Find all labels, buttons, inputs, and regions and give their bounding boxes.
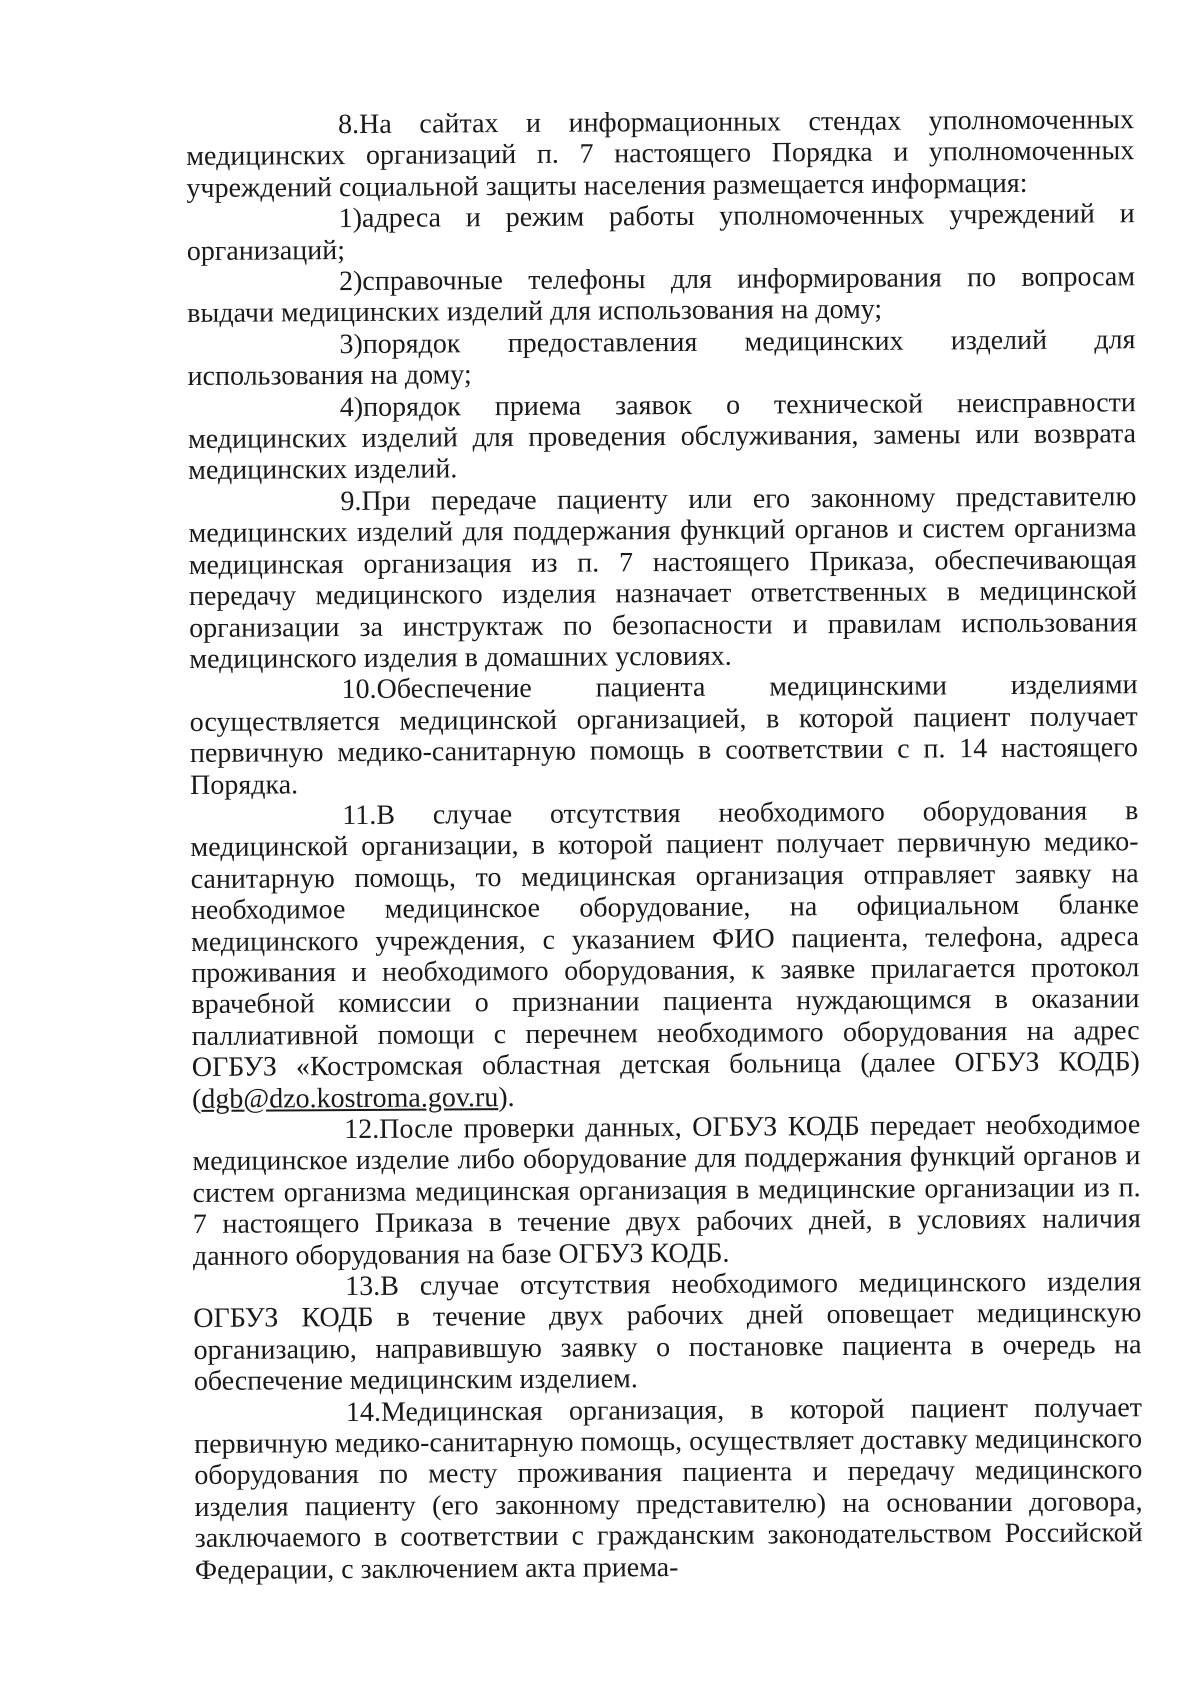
paragraph-text: В случае отсутствия необходимого медицинского изделия ОГБУЗ КОДБ в течение двух рабочих дней оповещает медицинскую организацию, направившую заявку о постановке пациента в очередь на обеспечение медицинским изделием. — [193, 1266, 1142, 1398]
paragraph-number: 9. — [340, 485, 362, 517]
paragraph-9 — [188, 481, 1137, 675]
paragraph-text-end: ). — [498, 1081, 515, 1113]
list-item-3 — [187, 324, 1135, 393]
list-item-number: 3) — [339, 328, 363, 360]
paragraph-text: После проверки данных, ОГБУЗ КОДБ передает необходимое медицинское изделие либо оборудование для поддержания функций органов и систем организма медицинская организация в медицинские организации из п. 7 настоящего Приказа в течение двух рабочих дней, в условиях наличия данного оборудования на базе ОГБУЗ КОДБ. — [192, 1109, 1141, 1272]
paragraph-text: Обеспечение пациента медицинскими изделиями осуществляется медицинской организацией, в которой пациент получает первичную медико-санитарную помощь в соответствии с п. 14 настоящего Порядка. — [189, 669, 1139, 801]
paragraph-14 — [194, 1392, 1143, 1586]
list-item-number: 4) — [339, 391, 364, 423]
document-body — [186, 104, 1143, 1586]
list-item-number: 1) — [338, 203, 363, 235]
paragraph-text: На сайтах и информационных стендах уполномоченных медицинских организаций п. 7 настоящего Порядка и уполномоченных учреждений социальной защиты населения размещается информация: — [186, 104, 1135, 204]
paragraph-number: 14. — [345, 1396, 382, 1428]
paragraph-number: 10. — [341, 674, 377, 706]
list-item-1 — [187, 198, 1135, 267]
paragraph-number: 8. — [337, 108, 360, 141]
list-item-4 — [188, 387, 1137, 487]
paragraph-number: 11. — [342, 799, 377, 831]
paragraph-text: Медицинская организация, в которой пациент получает первичную медико-санитарную помощь, осуществляет доставку медицинского оборудования по месту проживания пациента и передачу медицинского изделия пациенту (его законному представителю) на основании договора, заключаемого в соответствии с гражданским законодательством Российской Федерации, с заключением акта приема- — [194, 1391, 1143, 1586]
list-item-text: порядок предоставления медицинских изделий для использования на дому; — [187, 324, 1136, 393]
list-item-2 — [187, 261, 1135, 330]
paragraph-number: 12. — [344, 1113, 380, 1146]
paragraph-text: При передаче пациенту или его законному представителю медицинских изделий для поддержания функций органов и систем организма медицинская организация из п. 7 настоящего Приказа, обеспечивающая передачу медицинского изделия назначает ответственных в медицинской организации за инструктаж по безопасности и правилам использования медицинского изделия в домашних условиях. — [188, 481, 1138, 675]
paragraph-12 — [192, 1109, 1141, 1272]
paragraph-11 — [190, 795, 1140, 1115]
list-item-text: адреса и режим работы уполномоченных учреждений и организаций; — [186, 198, 1135, 267]
paragraph-text: В случае отсутствия необходимого оборудования в медицинской организации, в которой пациент получает первичную медико-санитарную помощь, то медицинская организация отправляет заявку на необходимое медицинское оборудование, на официальном бланке медицинского учреждения, с указанием ФИО пациента, телефона, адреса проживания и необходимого оборудования, к заявке прилагается протокол врачебной комиссии о признании пациента нуждающимся в оказании паллиативной помощи с перечнем необходимого оборудования на адрес ОГБУЗ «Костромская областная детская больница (далее ОГБУЗ КОДБ) ( — [190, 795, 1140, 1115]
paragraph-8 — [186, 104, 1135, 204]
list-item-text: справочные телефоны для информирования по вопросам выдачи медицинских изделий для использования на дому; — [187, 261, 1136, 330]
list-item-text: порядок приема заявок о технической неисправности медицинских изделий для проведения обслуживания, замены или возврата медицинских изделий. — [187, 386, 1137, 487]
email-link[interactable]: dgb@dzo.kostroma.gov.ru — [201, 1081, 499, 1115]
paragraph-13 — [193, 1266, 1142, 1397]
paragraph-number: 13. — [345, 1270, 381, 1303]
list-item-number: 2) — [338, 265, 363, 298]
paragraph-10 — [189, 670, 1138, 801]
